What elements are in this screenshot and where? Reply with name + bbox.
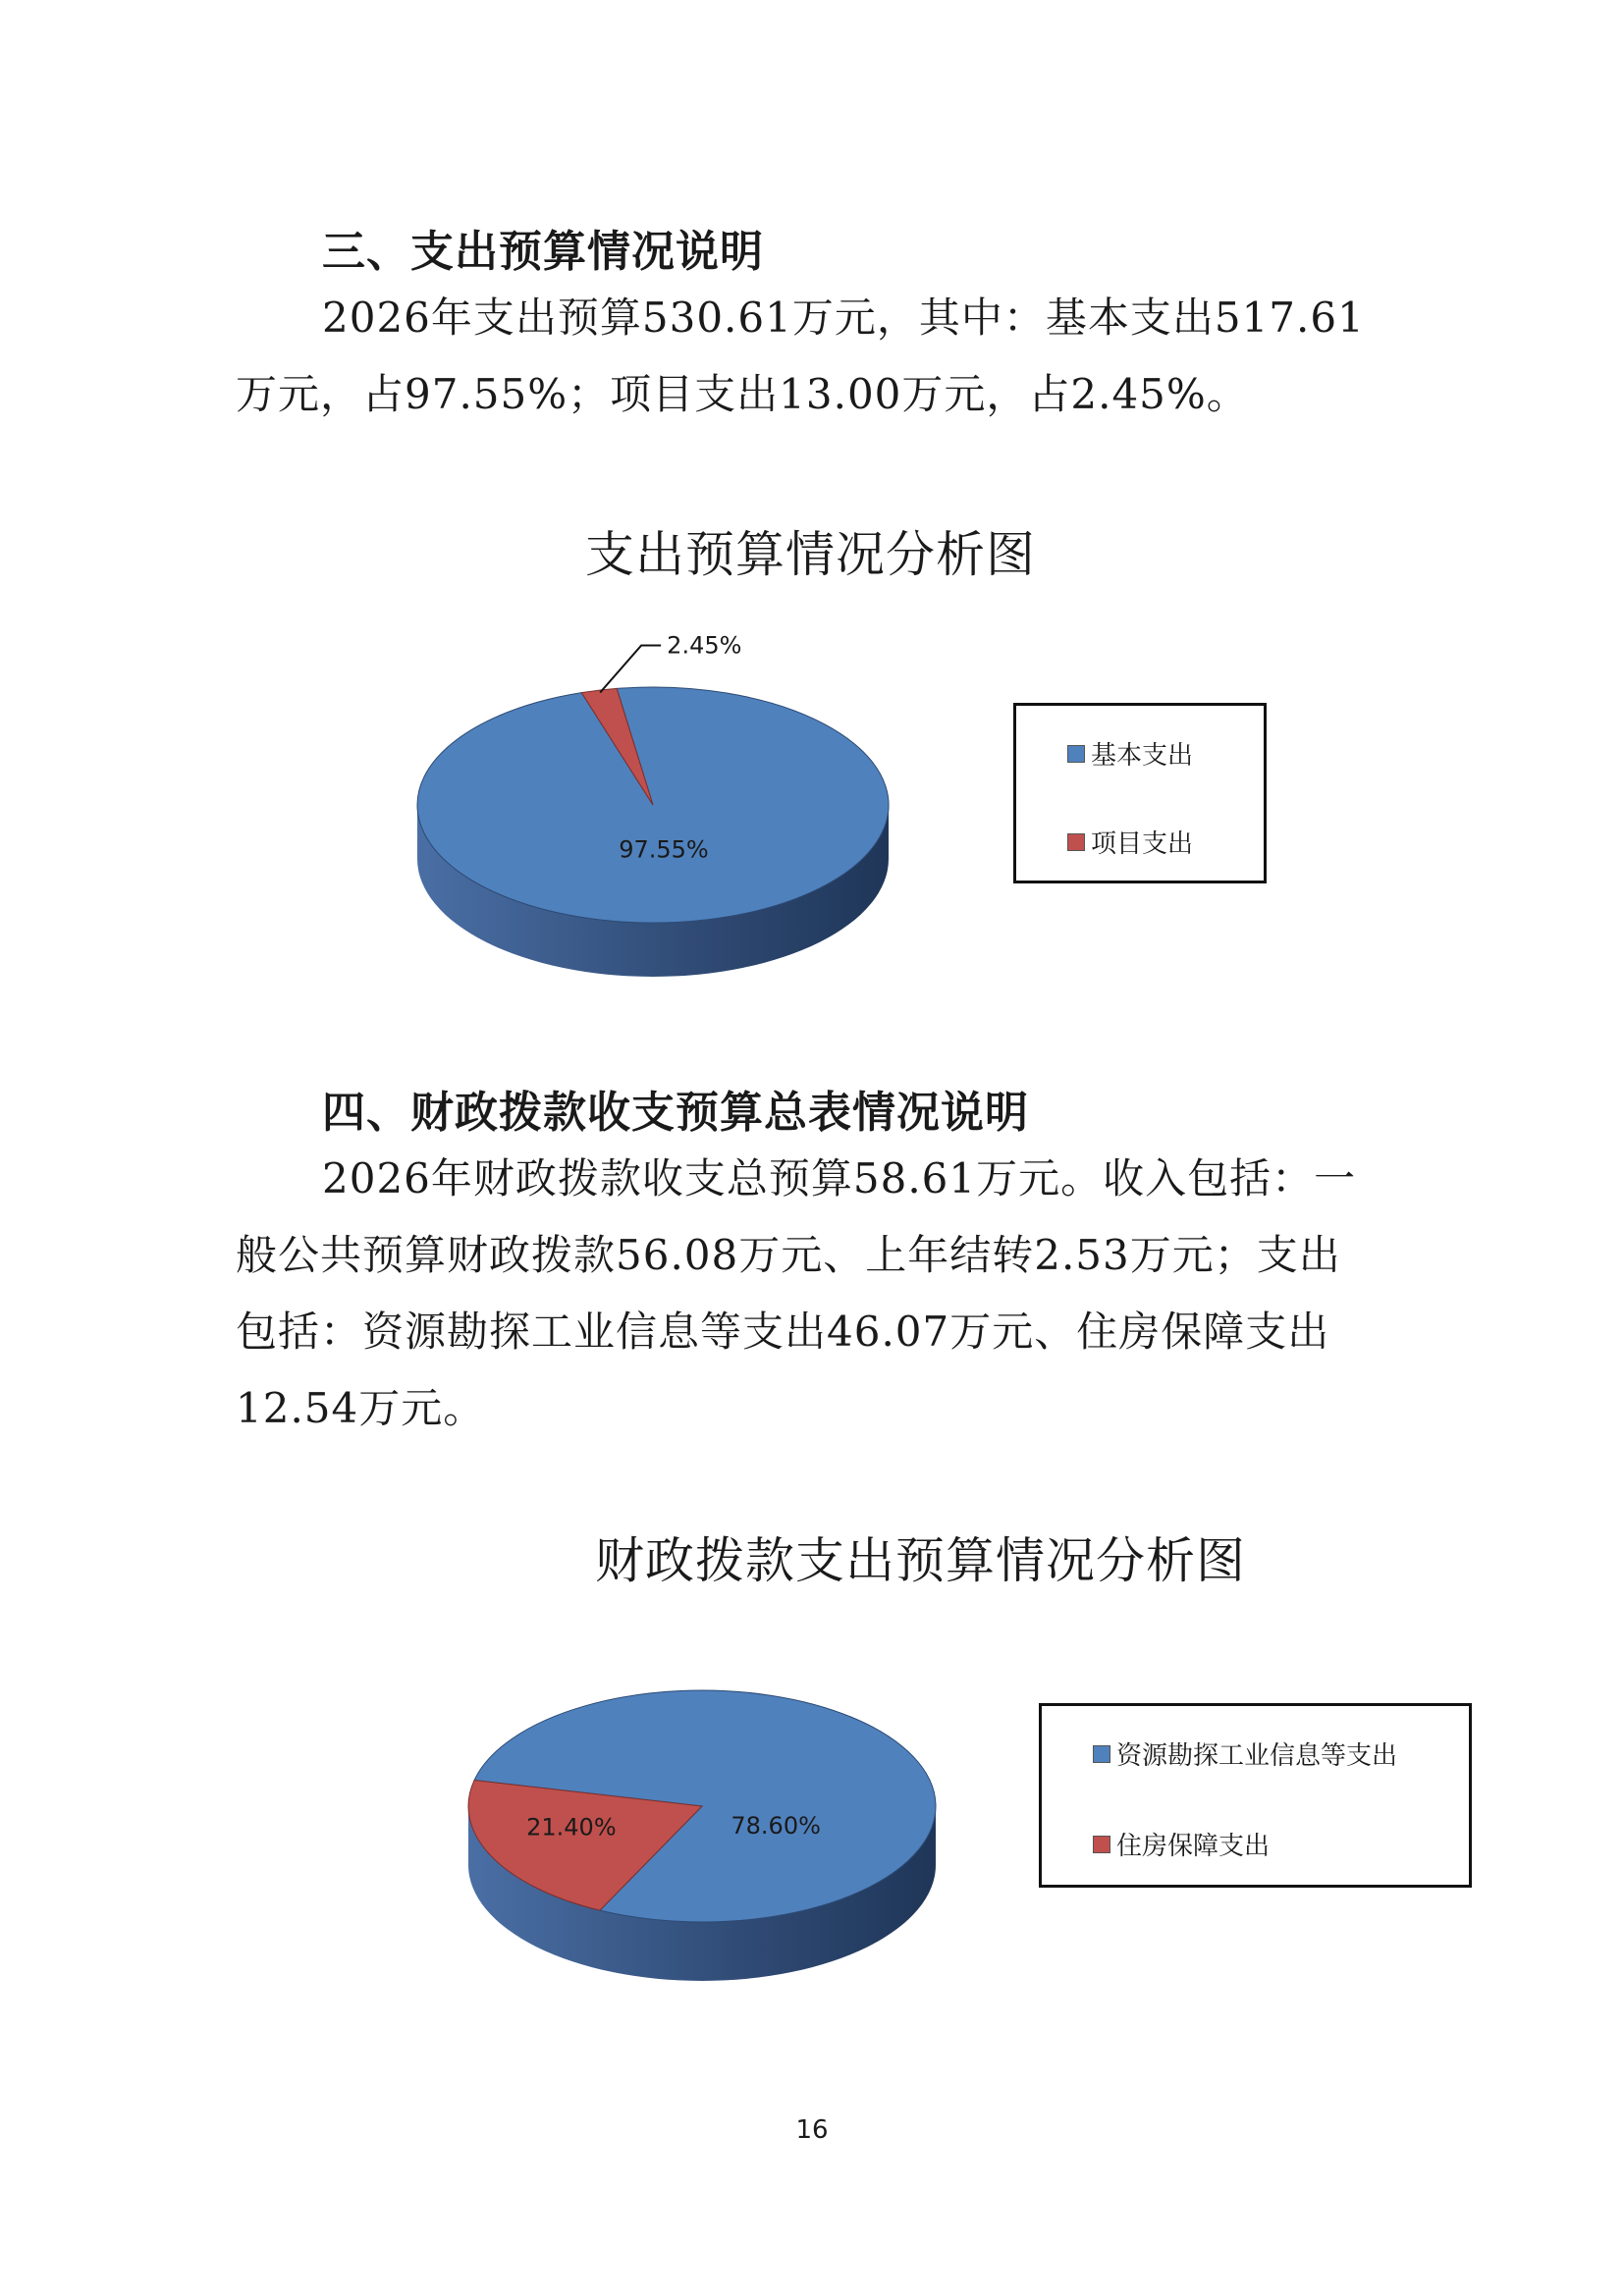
chart-1-title: 支出预算情况分析图 <box>585 526 1036 583</box>
legend-swatch-red <box>1093 1836 1110 1853</box>
legend-swatch-red <box>1067 833 1085 851</box>
chart-2-title: 财政拨款支出预算情况分析图 <box>595 1532 1246 1589</box>
legend-swatch-blue <box>1093 1745 1110 1763</box>
leader-line <box>600 646 661 693</box>
legend-item <box>1093 1826 1270 1862</box>
chart-1-legend <box>1013 703 1267 883</box>
page-number: 16 <box>795 2115 829 2145</box>
chart-1-pie <box>412 609 903 972</box>
paragraph-line: 万元，占97.55%；项目支出13.00万元，占2.45%。 <box>236 370 1249 418</box>
legend-item <box>1093 1735 1397 1772</box>
legend-item <box>1067 824 1193 860</box>
section-4-heading: 四、财政拨款收支预算总表情况说明 <box>322 1088 1029 1138</box>
legend-item <box>1067 735 1193 772</box>
legend-label: 住房保障支出 <box>1116 1832 1271 1861</box>
legend-label: 项目支出 <box>1091 829 1194 859</box>
paragraph-line: 12.54万元。 <box>236 1384 486 1432</box>
slice-data-label: 2.45% <box>667 631 742 660</box>
paragraph-line: 2026年财政拨款收支总预算58.61万元。收入包括：一 <box>322 1154 1357 1202</box>
section-3-heading: 三、支出预算情况说明 <box>322 227 764 277</box>
legend-swatch-blue <box>1067 745 1085 763</box>
legend-label: 基本支出 <box>1091 741 1194 771</box>
paragraph-line: 包括：资源勘探工业信息等支出46.07万元、住房保障支出 <box>236 1308 1330 1356</box>
paragraph-line: 般公共预算财政拨款56.08万元、上年结转2.53万元；支出 <box>236 1231 1341 1279</box>
chart-2-pie <box>461 1688 952 1983</box>
legend-label: 资源勘探工业信息等支出 <box>1116 1741 1398 1771</box>
section-3-paragraph <box>236 280 1365 433</box>
slice-data-label: 21.40% <box>526 1813 617 1842</box>
chart-2-legend <box>1039 1703 1472 1888</box>
slice-data-label: 97.55% <box>619 835 709 864</box>
section-4-paragraph <box>236 1141 1356 1447</box>
paragraph-line: 2026年支出预算530.61万元，其中：基本支出517.61 <box>322 294 1365 342</box>
slice-data-label: 78.60% <box>731 1812 821 1841</box>
